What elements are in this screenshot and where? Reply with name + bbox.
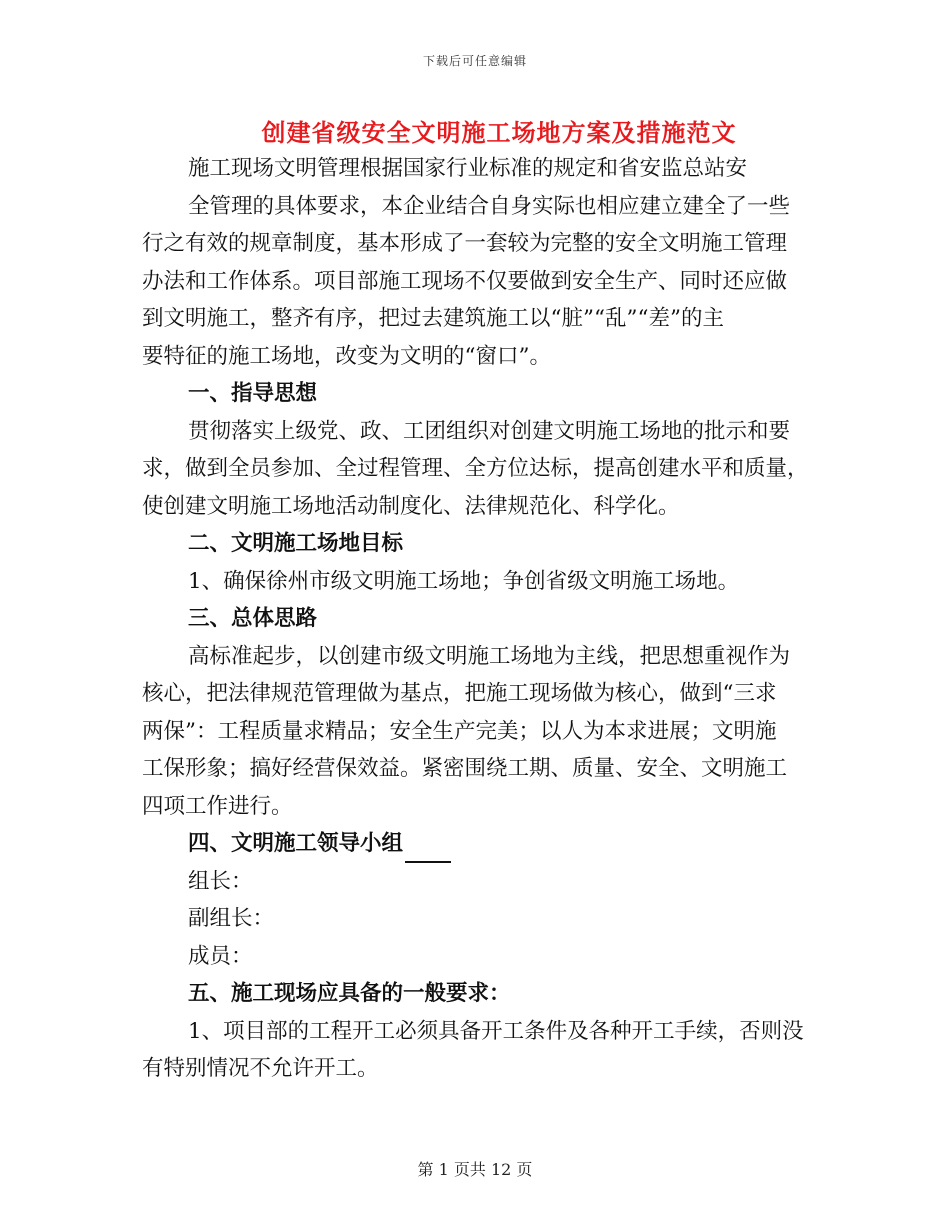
section-heading-general-requirements: 五、施工现场应具备的一般要求： <box>188 981 511 1006</box>
section-line: 高标准起步，以创建市级文明施工场地为主线，把思想重视作为 <box>188 643 791 669</box>
document-body <box>142 150 809 1088</box>
section-line: 1、项目部的工程开工必须具备开工条件及各种开工手续，否则没 <box>188 1018 804 1044</box>
role-members: 成员： <box>188 943 253 969</box>
section-line: 有特别情况不允许开工。 <box>142 1056 379 1081</box>
section-line: 使创建文明施工场地活动制度化、法律规范化、科学化。 <box>142 493 680 519</box>
intro-line: 到文明施工，整齐有序，把过去建筑施工以“脏”“乱”“差”的主 <box>142 306 724 331</box>
section-heading-site-goal: 二、文明施工场地目标 <box>188 531 404 556</box>
section-line: 核心，把法律规范管理做为基点，把施工现场做为核心，做到“三求 <box>142 681 777 706</box>
intro-line: 施工现场文明管理根据国家行业标准的规定和省安监总站安 <box>188 156 748 181</box>
leadership-heading-text: 四、文明施工领导小组 <box>188 831 404 856</box>
intro-line: 要特征的施工场地，改变为文明的“窗口”。 <box>142 343 551 369</box>
section-line: 两保”：工程质量求精品；安全生产完美；以人为本求进展；文明施 <box>142 718 777 744</box>
section-line: 求，做到全员参加、全过程管理、全方位达标，提高创建水平和质量， <box>142 456 809 481</box>
intro-line: 全管理的具体要求，本企业结合自身实际也相应建立建全了一些 <box>188 193 791 219</box>
section-line: 1、确保徐州市级文明施工场地；争创省级文明施工场地。 <box>188 568 740 594</box>
section-line: 工保形象；搞好经营保效益。紧密围绕工期、质量、安全、文明施工 <box>142 756 788 781</box>
section-heading-overall-approach: 三、总体思路 <box>188 606 318 631</box>
section-line: 四项工作进行。 <box>142 793 293 819</box>
section-line: 贯彻落实上级党、政、工团组织对创建文明施工场地的批示和要 <box>188 418 791 444</box>
document-title: 创建省级安全文明施工场地方案及措施范文 <box>261 118 737 147</box>
intro-line: 办法和工作体系。项目部施工现场不仅要做到安全生产、同时还应做 <box>142 268 788 294</box>
section-heading-leadership-group <box>142 825 802 863</box>
fill-in-blank <box>405 835 451 863</box>
page-footer: 第 1 页共 12 页 <box>417 1160 533 1179</box>
intro-line: 行之有效的规章制度，基本形成了一套较为完整的安全文明施工管理 <box>142 231 788 256</box>
role-leader: 组长： <box>188 868 253 894</box>
page-header: 下载后可任意编辑 <box>422 54 527 68</box>
section-heading-guiding-thought: 一、指导思想 <box>188 381 318 406</box>
role-deputy-leader: 副组长： <box>188 906 275 931</box>
